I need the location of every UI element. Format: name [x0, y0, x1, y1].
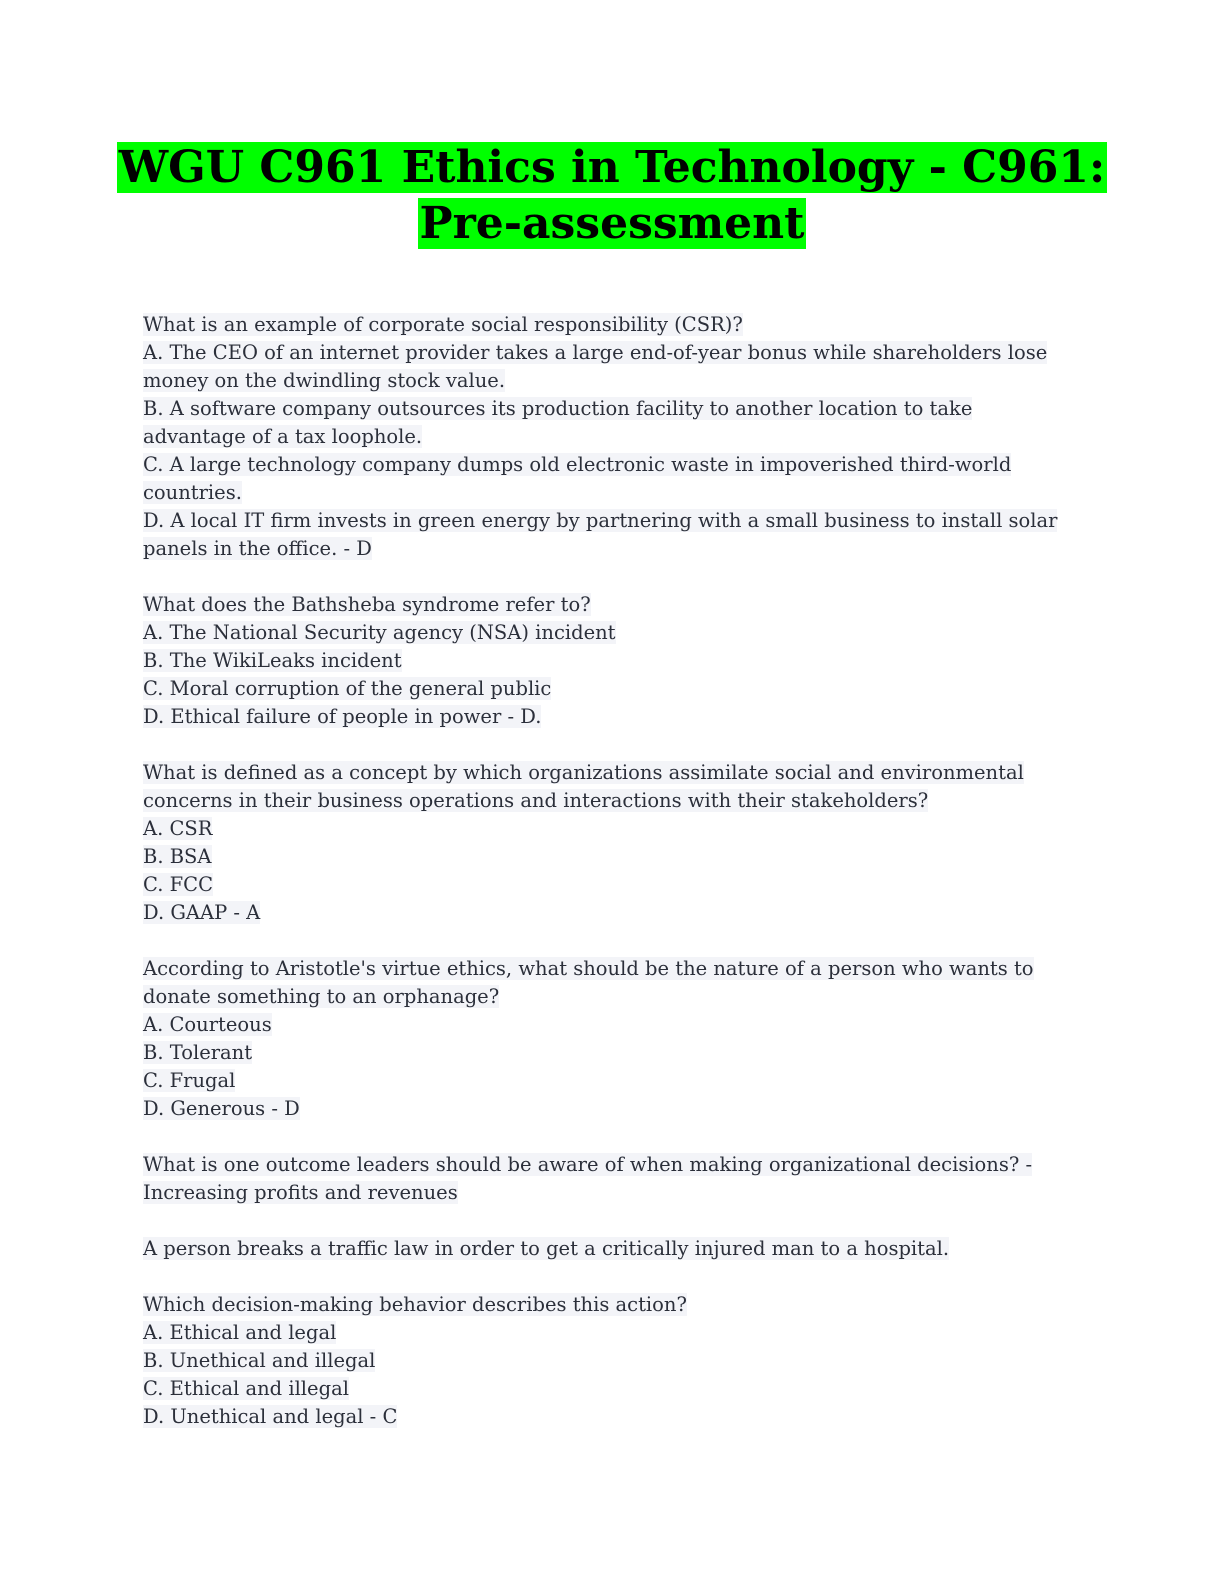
question-block	[143, 759, 1083, 927]
answer-option-with-key: panels in the office. - D	[143, 537, 372, 560]
document-title	[0, 140, 1224, 252]
answer-option: B. Unethical and illegal	[143, 1349, 376, 1372]
answer-option: A. Ethical and legal	[143, 1321, 337, 1344]
title-line-2: Pre-assessment	[419, 198, 805, 249]
answer-text: Increasing profits and revenues	[143, 1181, 458, 1204]
answer-option-with-key: D. Generous - D	[143, 1097, 300, 1120]
answer-option: C. FCC	[143, 873, 213, 896]
answer-option: B. The WikiLeaks incident	[143, 649, 402, 672]
answer-option-with-key: D. Unethical and legal - C	[143, 1405, 398, 1428]
question-text-continued: concerns in their business operations and interactions with their stakeholders?	[143, 789, 929, 812]
answer-option: C. Ethical and illegal	[143, 1377, 349, 1400]
answer-option: C. A large technology company dumps old electronic waste in impoverished third-world	[143, 453, 1012, 476]
answer-option: B. BSA	[143, 845, 212, 868]
question-text: According to Aristotle's virtue ethics, what should be the nature of a person who wants to	[143, 957, 1034, 980]
question-text-continued: donate something to an orphanage?	[143, 985, 500, 1008]
question-text: What is an example of corporate social responsibility (CSR)?	[143, 313, 743, 336]
answer-option-with-key: D. GAAP - A	[143, 901, 261, 924]
scenario-text: A person breaks a traffic law in order to get a critically injured man to a hospital.	[143, 1237, 950, 1260]
answer-option-continued: money on the dwindling stock value.	[143, 369, 506, 392]
answer-option-continued: advantage of a tax loophole.	[143, 425, 423, 448]
answer-option: A. Courteous	[143, 1013, 272, 1036]
question-text: What does the Bathsheba syndrome refer to?	[143, 593, 591, 616]
answer-option: A. CSR	[143, 817, 213, 840]
question-block	[143, 1291, 1083, 1431]
question-block	[143, 1151, 1083, 1207]
answer-option: C. Moral corruption of the general public	[143, 677, 552, 700]
answer-option: A. The CEO of an internet provider takes a large end-of-year bonus while shareholders lose	[143, 341, 1048, 364]
question-block	[143, 311, 1083, 563]
answer-option: A. The National Security agency (NSA) incident	[143, 621, 616, 644]
answer-option-continued: countries.	[143, 481, 242, 504]
answer-option: C. Frugal	[143, 1069, 236, 1092]
question-block	[143, 955, 1083, 1123]
question-list	[143, 311, 1083, 1459]
scenario-block	[143, 1235, 1083, 1263]
answer-option: D. A local IT firm invests in green energy by partnering with a small business to install solar	[143, 509, 1058, 532]
question-text: What is defined as a concept by which organizations assimilate social and environmental	[143, 761, 1024, 784]
answer-option: B. Tolerant	[143, 1041, 253, 1064]
title-line-1: WGU C961 Ethics in Technology - C961:	[118, 142, 1106, 193]
question-text: Which decision-making behavior describes this action?	[143, 1293, 687, 1316]
answer-option-with-key: D. Ethical failure of people in power - D.	[143, 705, 542, 728]
question-block	[143, 591, 1083, 731]
question-text: What is one outcome leaders should be aware of when making organizational decisions? -	[143, 1153, 1033, 1176]
answer-option: B. A software company outsources its production facility to another location to take	[143, 397, 973, 420]
